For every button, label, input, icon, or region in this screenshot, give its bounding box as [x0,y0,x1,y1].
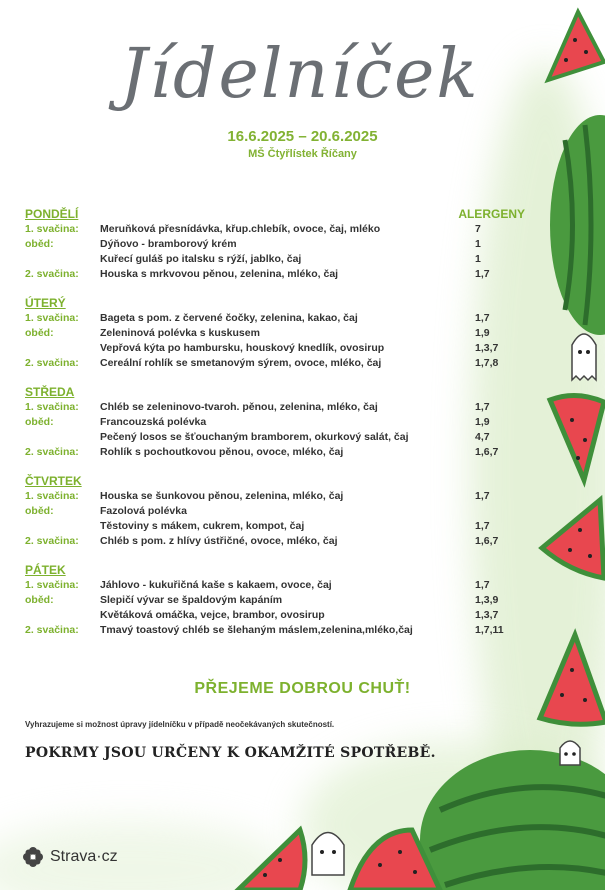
meal-label: 1. svačina: [25,400,79,413]
clover-icon [22,846,44,868]
meal-label: oběd: [25,326,54,339]
day-name: PONDĚLÍ [25,207,79,221]
ghost-character-icon [572,334,596,380]
meal-label: oběd: [25,504,54,517]
menu-row [25,251,525,266]
school-name: MŠ Čtyřlístek Říčany [248,148,357,160]
meal-description: Houska s mrkvovou pěnou, zelenina, mléko, čaj [100,267,339,280]
meal-description: Chléb s pom. z hlívy ústřičné, ovoce, mléko, čaj [100,534,338,547]
meal-description: Meruňková přesnídávka, křup.chlebík, ovoce, čaj, mléko [100,222,381,235]
menu-row [25,399,525,414]
day-name: ÚTERÝ [25,296,66,310]
page-title: Jídelníček [120,35,480,114]
menu-row [25,577,525,592]
meal-description: Těstoviny s mákem, cukrem, kompot, čaj [100,519,305,532]
day-block-monday [25,205,525,281]
menu-row [25,340,525,355]
day-block-tuesday [25,294,525,370]
watermelon-slice-icon [542,500,604,578]
meal-description: Tmavý toastový chléb se šlehaným máslem,zelenina,mléko,čaj [100,623,413,636]
meal-allergens: 1 [475,252,481,265]
meal-allergens: 1 [475,237,481,250]
menu-row [25,310,525,325]
meal-description: Francouzská polévka [100,415,207,428]
meal-allergens: 1,6,7 [475,534,499,547]
meal-allergens: 7 [475,222,481,235]
day-block-wednesday [25,383,525,459]
meal-description: Vepřová kýta po hambursku, houskový knedlík, ovosirup [100,341,385,354]
meal-allergens: 1,7 [475,578,490,591]
meal-allergens: 1,3,7 [475,341,499,354]
meal-allergens: 1,6,7 [475,445,499,458]
allergens-header: ALERGENY [458,207,525,221]
menu-row [25,607,525,622]
meal-description: Slepičí vývar se špaldovým kapáním [100,593,283,606]
disclaimer-note: Vyhrazujeme si možnost úpravy jídelníčku v případě neočekávaných skutečností. [25,720,335,729]
watermelon-slice-icon [550,395,604,480]
meal-allergens: 1,7 [475,400,490,413]
menu-row [25,325,525,340]
menu-row [25,429,525,444]
menu-row [25,355,525,370]
meal-allergens: 1,7 [475,489,490,502]
day-block-thursday [25,472,525,548]
meal-label: 2. svačina: [25,534,79,547]
menu-row [25,533,525,548]
meal-description: Chléb se zeleninovo-tvaroh. pěnou, zelenina, mléko, čaj [100,400,378,413]
meal-label: oběd: [25,237,54,250]
meal-allergens: 1,3,7 [475,608,499,621]
date-range: 16.6.2025 – 20.6.2025 [227,128,378,145]
meal-description: Cereální rohlík se smetanovým sýrem, ovoce, mléko, čaj [100,356,382,369]
meal-label: 2. svačina: [25,445,79,458]
meal-allergens: 1,9 [475,415,490,428]
menu-row [25,414,525,429]
menu-row [25,266,525,281]
menu-row [25,236,525,251]
menu-row [25,592,525,607]
menu-row [25,622,525,637]
meal-label: 2. svačina: [25,267,79,280]
day-name: STŘEDA [25,385,75,399]
meal-description: Kuřecí guláš po italsku s rýží, jablko, čaj [100,252,302,265]
meal-description: Rohlík s pochoutkovou pěnou, ovoce, mléko, čaj [100,445,344,458]
strava-logo [22,846,118,868]
watermelon-slice-icon [238,830,305,890]
meal-description: Jáhlovo - kukuřičná kaše s kakaem, ovoce, čaj [100,578,332,591]
meal-label: 2. svačina: [25,356,79,369]
watermelon-whole-icon [420,741,605,890]
watermelon-slice-icon [548,12,604,80]
meal-label: 2. svačina: [25,623,79,636]
day-name: ČTVRTEK [25,474,82,488]
meal-allergens: 1,7 [475,519,490,532]
meal-label: oběd: [25,415,54,428]
day-name: PÁTEK [25,563,66,577]
meal-allergens: 1,3,9 [475,593,499,606]
day-block-friday [25,561,525,637]
meal-allergens: 1,7,11 [475,623,504,636]
meal-description: Květáková omáčka, vejce, brambor, ovosirup [100,608,325,621]
meal-label: 1. svačina: [25,489,79,502]
meal-allergens: 1,7 [475,311,490,324]
consumption-notice: POKRMY JSOU URČENY K OKAMŽITÉ SPOTŘEBĚ. [25,745,436,761]
menu-row [25,503,525,518]
meal-allergens: 4,7 [475,430,490,443]
menu-row [25,518,525,533]
meal-description: Zeleninová polévka s kuskusem [100,326,260,339]
meal-label: 1. svačina: [25,578,79,591]
menu-row [25,221,525,236]
ghost-character-icon [312,833,344,876]
meal-allergens: 1,7 [475,267,490,280]
meal-label: oběd: [25,593,54,606]
menu-row [25,488,525,503]
meal-label: 1. svačina: [25,222,79,235]
meal-allergens: 1,7,8 [475,356,499,369]
meal-description: Pečený losos se šťouchaným bramborem, okurkový salát, čaj [100,430,409,443]
meal-label: 1. svačina: [25,311,79,324]
meal-description: Fazolová polévka [100,504,187,517]
greeting-banner: PŘEJEME DOBROU CHUŤ! [194,680,411,697]
meal-allergens: 1,9 [475,326,490,339]
weekly-menu [25,205,525,650]
menu-row [25,444,525,459]
meal-description: Dýňovo - bramborový krém [100,237,237,250]
meal-description: Bageta s pom. z červené čočky, zelenina, kakao, čaj [100,311,358,324]
meal-description: Houska se šunkovou pěnou, zelenina, mléko, čaj [100,489,344,502]
logo-text: Strava·cz [50,848,118,865]
